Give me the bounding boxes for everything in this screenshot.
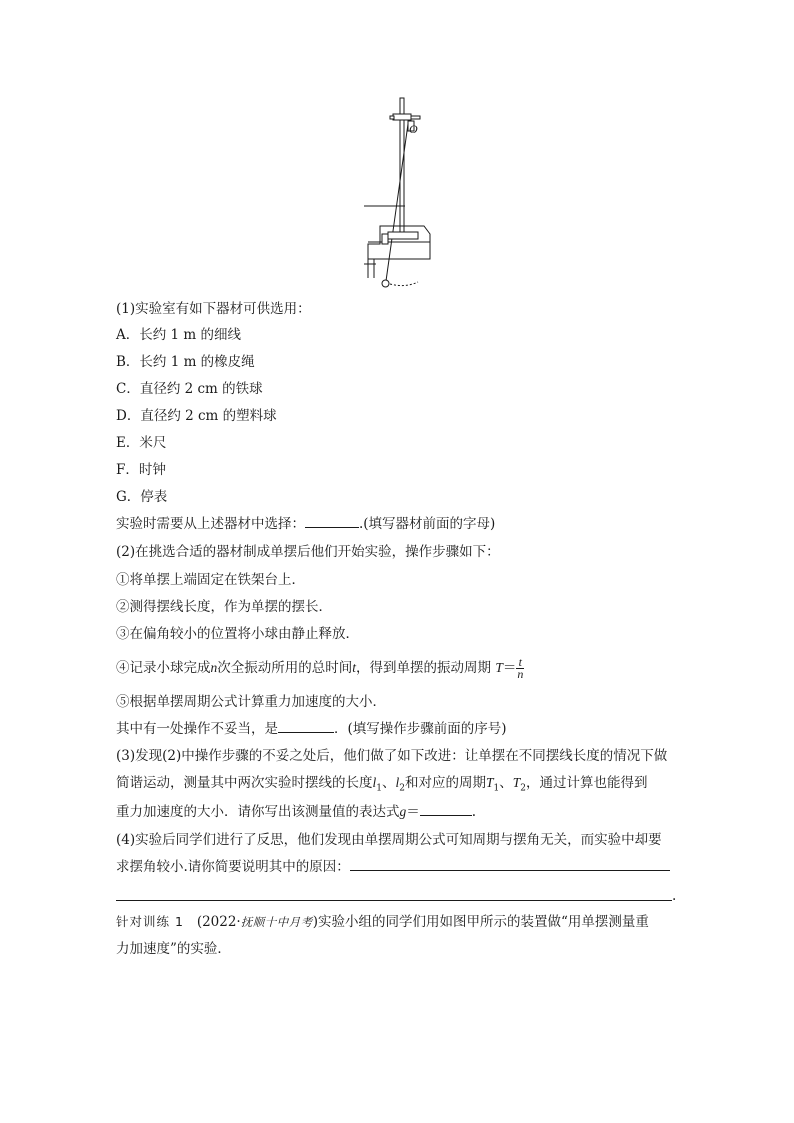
equals-sign: ＝	[502, 660, 517, 676]
training-label: 针对训练 1	[116, 914, 184, 929]
pivot-label-o: O	[409, 122, 418, 136]
part3-text-b: 和对应的周期	[405, 775, 486, 791]
equals-sign-g: ＝	[406, 804, 420, 820]
part2-intro: (2)在挑选合适的器材制成单摆后他们开始实验，操作步骤如下：	[116, 544, 500, 560]
part2-question	[116, 720, 507, 738]
step-4	[116, 653, 524, 683]
part3-text-c: ，通过计算也能得到	[526, 775, 648, 791]
option-c: C．直径约 2 cm 的铁球	[116, 381, 263, 397]
training-line-1	[116, 913, 649, 931]
part3-text-d: 重力加速度的大小．请你写出该测量值的表达式	[116, 804, 400, 820]
part4-line-1: (4)实验后同学们进行了反思，他们发现由单摆周期公式可知周期与摆角无关，而实验中却要	[116, 832, 662, 848]
part1-question-prefix: 实验时需要从上述器材中选择：	[116, 516, 305, 532]
part4-end-period: .	[672, 888, 677, 904]
separator-1: 、	[382, 775, 396, 791]
option-a: A．长约 1 m 的细线	[116, 327, 242, 343]
option-e: E．米尺	[116, 435, 167, 451]
separator-2: 、	[499, 775, 513, 791]
part3-line-1: (3)发现(2)中操作步骤的不妥之处后，他们做了如下改进：让单摆在不同摆线长度的情况下做	[116, 748, 668, 764]
var-t: t	[352, 660, 357, 675]
part1-question	[116, 515, 495, 533]
sub-T1: 1	[493, 783, 500, 794]
part1-question-suffix: .(填写器材前面的字母)	[359, 516, 496, 532]
answer-blank-3[interactable]	[420, 815, 472, 816]
var-n: n	[210, 660, 218, 675]
step-2: ②测得摆线长度，作为单摆的摆长．	[116, 599, 332, 615]
option-f: F．时钟	[116, 462, 166, 478]
answer-blank-2[interactable]	[278, 732, 334, 733]
var-T2: T	[512, 775, 521, 790]
step-4-text-c: ，得到单摆的振动周期	[356, 660, 492, 676]
step-4-text-b: 次全振动所用的总时间	[217, 660, 353, 676]
step-4-text-a: ④记录小球完成	[116, 660, 211, 676]
option-g: G．停表	[116, 489, 168, 505]
sub-2: 2	[399, 783, 405, 794]
answer-blank-4a[interactable]	[350, 870, 670, 871]
part2-question-suffix: ．(填写操作步骤前面的序号)	[334, 721, 507, 737]
part1-intro: (1)实验室有如下器材可供选用：	[116, 301, 311, 317]
sub-T2: 2	[520, 783, 526, 794]
part2-question-prefix: 其中有一处操作不妥当，是	[116, 721, 278, 737]
fraction-denominator: n	[517, 667, 524, 681]
var-l2: l	[395, 775, 400, 790]
answer-blank-1[interactable]	[305, 527, 359, 528]
step-5: ⑤根据单摆周期公式计算重力加速度的大小．	[116, 694, 386, 710]
var-g: g	[399, 804, 407, 819]
pendulum-apparatus-figure	[360, 94, 440, 290]
option-d: D．直径约 2 cm 的塑料球	[116, 408, 277, 424]
period: .	[471, 804, 477, 820]
var-l1: l	[372, 775, 377, 790]
var-T1: T	[486, 775, 494, 790]
part3-text-a: 简谐运动，测量其中两次实验时摆线的长度	[116, 775, 373, 791]
var-T: T	[495, 660, 503, 675]
sub-1: 1	[376, 783, 382, 794]
part4-text: 求摆角较小.请你简要说明其中的原因：	[116, 859, 350, 875]
part3-line-2	[116, 774, 648, 798]
part4-line-2	[116, 858, 670, 876]
training-text-a: )实验小组的同学们用如图甲所示的装置做“用单摆测量重	[312, 914, 649, 930]
training-source-name: 抚顺十中月考	[240, 915, 313, 929]
training-source-open: (2022·	[196, 914, 241, 930]
answer-blank-4b[interactable]	[116, 900, 672, 901]
option-b: B．长约 1 m 的橡皮绳	[116, 354, 255, 370]
step-1: ①将单摆上端固定在铁架台上．	[116, 572, 305, 588]
part3-line-3	[116, 803, 476, 821]
fraction-numerator: t	[516, 657, 524, 669]
fraction-t-over-n	[516, 657, 524, 680]
step-3: ③在偏角较小的位置将小球由静止释放．	[116, 626, 359, 642]
training-line-2: 力加速度”的实验．	[116, 941, 231, 957]
